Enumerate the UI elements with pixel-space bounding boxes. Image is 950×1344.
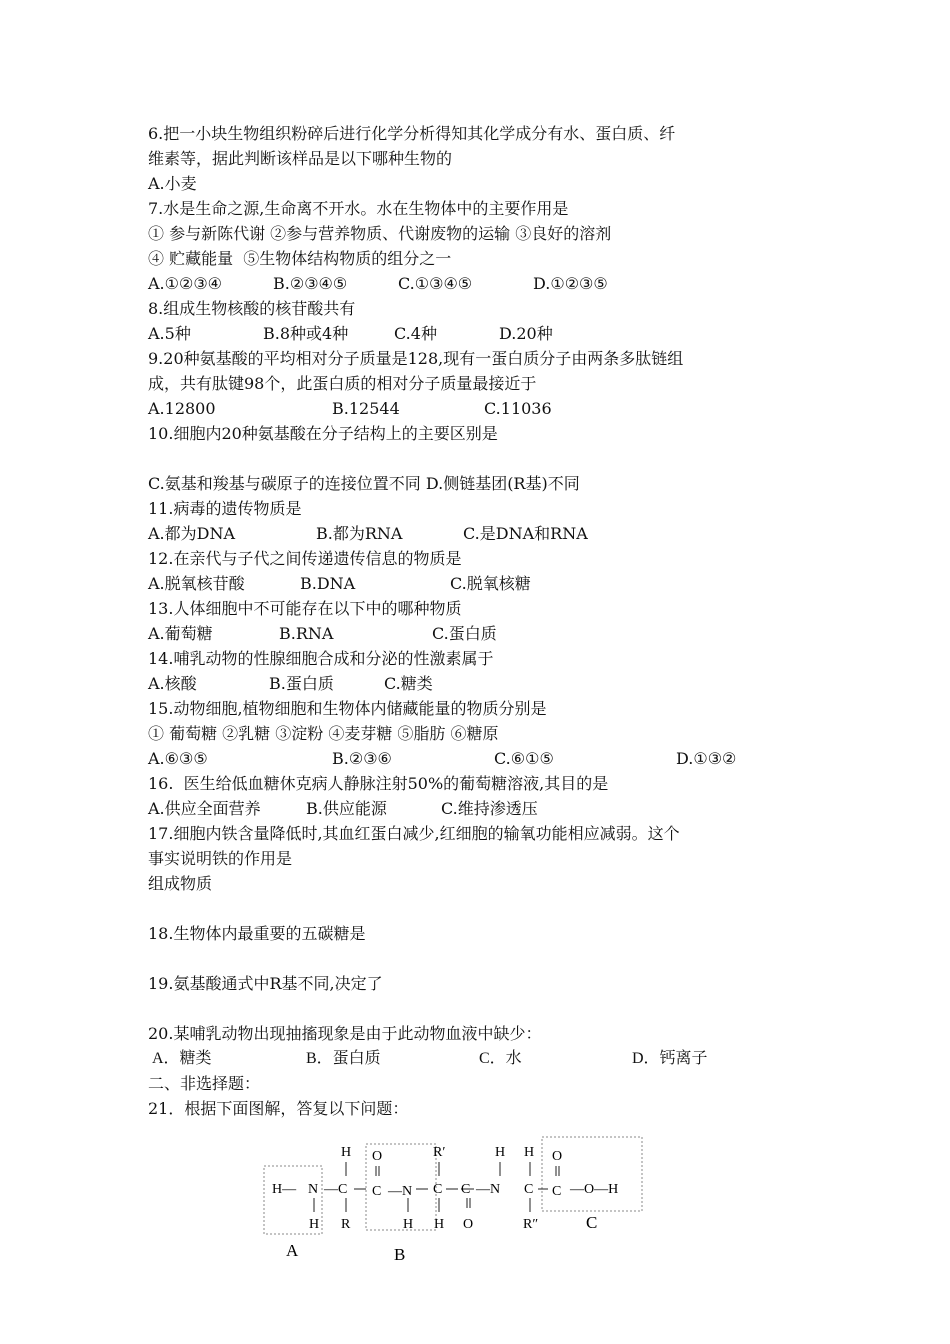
q13-option-c: C.蛋白质 bbox=[432, 624, 497, 643]
q15-option-b: B.②③⑥ bbox=[332, 749, 392, 768]
q10-stem: 10.细胞内20种氨基酸在分子结构上的主要区别是 bbox=[148, 424, 498, 443]
q15-option-a: A.⑥③⑤ bbox=[148, 749, 208, 768]
q11-option-c: C.是DNA和RNA bbox=[463, 524, 588, 543]
q7-items-1: ① 参与新陈代谢 ②参与营养物质、代谢废物的运输 ③良好的溶剂 bbox=[148, 224, 612, 243]
chain-h: H— bbox=[272, 1182, 297, 1197]
atom-bottom-h3: H bbox=[434, 1217, 445, 1232]
q6-line1: 6.把一小块生物组织粉碎后进行化学分析得知其化学成分有水、蛋白质、纤 bbox=[148, 124, 676, 143]
q7-items-2: ④ 贮藏能量 ⑤生物体结构物质的组分之一 bbox=[148, 249, 452, 268]
q8-stem: 8.组成生物核酸的核苷酸共有 bbox=[148, 299, 356, 318]
peptide-diagram-svg bbox=[262, 1136, 662, 1266]
q20-option-a: A．糖类 bbox=[152, 1050, 212, 1067]
label-c: C bbox=[586, 1213, 598, 1232]
q7-stem: 7.水是生命之源,生命离不开水。水在生物体中的主要作用是 bbox=[148, 199, 569, 218]
q14-option-b: B.蛋白质 bbox=[269, 674, 334, 693]
q17-line1: 17.细胞内铁含量降低时,其血红蛋白减少,红细胞的输氧功能相应减弱。这个 bbox=[148, 824, 680, 843]
chain-n3: —N bbox=[476, 1182, 501, 1197]
chain-c1: —C bbox=[324, 1182, 348, 1197]
atom-top-r1: R′ bbox=[433, 1145, 446, 1160]
q17-line2: 事实说明铁的作用是 bbox=[148, 849, 293, 868]
chain-c-mid: C bbox=[461, 1182, 471, 1197]
label-b: B bbox=[394, 1245, 406, 1264]
atom-bottom-r2: R″ bbox=[523, 1217, 539, 1232]
q9-option-a: A.12800 bbox=[148, 399, 216, 418]
q7-option-c: C.①③④⑤ bbox=[398, 274, 473, 293]
q14-stem: 14.哺乳动物的性腺细胞合成和分泌的性激素属于 bbox=[148, 649, 494, 668]
q15-option-c: C.⑥①⑤ bbox=[494, 749, 554, 768]
q9-option-b: B.12544 bbox=[332, 399, 400, 418]
chain-n1: N bbox=[308, 1182, 319, 1197]
atom-bottom-o: O bbox=[463, 1217, 474, 1232]
q13-stem: 13.人体细胞中不可能存在以下中的哪种物质 bbox=[148, 599, 462, 618]
q13-option-b: B.RNA bbox=[279, 624, 334, 643]
q18-stem: 18.生物体内最重要的五碳糖是 bbox=[148, 924, 366, 943]
chain-c5: C bbox=[552, 1184, 562, 1199]
q20-stem: 20.某哺乳动物出现抽搐现象是由于此动物血液中缺少： bbox=[148, 1024, 542, 1043]
chain-n2: —N bbox=[388, 1184, 413, 1199]
q17-line3: 组成物质 bbox=[148, 874, 213, 893]
q12-option-c: C.脱氧核糖 bbox=[450, 574, 531, 593]
q15-option-d: D.①③② bbox=[676, 749, 737, 768]
q16-stem: 16. 医生给低血糖休克病人静脉注射50%的葡萄糖溶液,其目的是 bbox=[148, 774, 609, 793]
q9-line2: 成，共有肽键98个，此蛋白质的相对分子质量最接近于 bbox=[148, 374, 537, 393]
chain-c3: C bbox=[433, 1182, 443, 1197]
atom-top-h1: H bbox=[341, 1145, 352, 1160]
chain-oh: —O—H bbox=[570, 1182, 619, 1197]
atom-bottom-r: R bbox=[341, 1217, 351, 1232]
atom-top-o1: O bbox=[372, 1149, 383, 1164]
q14-option-a: A.核酸 bbox=[148, 674, 197, 693]
q8-option-b: B.8种或4种 bbox=[263, 324, 349, 343]
atom-top-o2: O bbox=[552, 1149, 563, 1164]
label-a: A bbox=[286, 1241, 299, 1260]
q8-option-c: C.4种 bbox=[394, 324, 437, 343]
q11-option-a: A.都为DNA bbox=[148, 524, 236, 543]
peptide-diagram bbox=[262, 1136, 662, 1266]
q20-option-d: D．钙离子 bbox=[632, 1050, 708, 1067]
q7-option-b: B.②③④⑤ bbox=[273, 274, 348, 293]
chain-c2: C bbox=[372, 1184, 382, 1199]
q21-stem: 21．根据下面图解，答复以下问题： bbox=[148, 1099, 409, 1118]
q12-stem: 12.在亲代与子代之间传递遗传信息的物质是 bbox=[148, 549, 462, 568]
q11-option-b: B.都为RNA bbox=[316, 524, 403, 543]
q15-items: ① 葡萄糖 ②乳糖 ③淀粉 ④麦芽糖 ⑤脂肪 ⑥糖原 bbox=[148, 724, 499, 743]
q14-option-c: C.糖类 bbox=[384, 674, 433, 693]
atom-top-h2: H bbox=[495, 1145, 506, 1160]
q6-option-a: A.小麦 bbox=[148, 174, 197, 193]
q12-option-a: A.脱氧核苷酸 bbox=[148, 574, 245, 593]
q7-option-d: D.①②③⑤ bbox=[533, 274, 608, 293]
q13-option-a: A.葡萄糖 bbox=[148, 624, 213, 643]
q6-line2: 维素等，据此判断该样品是以下哪种生物的 bbox=[148, 149, 453, 168]
atom-top-h3: H bbox=[524, 1145, 535, 1160]
q16-option-a: A.供应全面营养 bbox=[148, 799, 261, 818]
q10-options-cd: C.氨基和羧基与碳原子的连接位置不同 D.侧链基团(R基)不同 bbox=[148, 474, 580, 493]
q8-option-a: A.5种 bbox=[148, 324, 191, 343]
q15-stem: 15.动物细胞,植物细胞和生物体内储藏能量的物质分别是 bbox=[148, 699, 547, 718]
q11-stem: 11.病毒的遗传物质是 bbox=[148, 499, 302, 518]
q20-option-b: B．蛋白质 bbox=[306, 1050, 381, 1067]
q8-option-d: D.20种 bbox=[499, 324, 553, 343]
q9-option-c: C.11036 bbox=[484, 399, 552, 418]
q16-option-c: C.维持渗透压 bbox=[441, 799, 538, 818]
q9-line1: 9.20种氨基酸的平均相对分子质量是128,现有一蛋白质分子由两条多肽链组 bbox=[148, 349, 684, 368]
q7-option-a: A.①②③④ bbox=[148, 274, 223, 293]
q19-stem: 19.氨基酸通式中R基不同,决定了 bbox=[148, 974, 383, 993]
atom-bottom-h2: H bbox=[403, 1217, 414, 1232]
q16-option-b: B.供应能源 bbox=[306, 799, 387, 818]
q12-option-b: B.DNA bbox=[300, 574, 356, 593]
atom-bottom-h1: H bbox=[309, 1217, 320, 1232]
q20-option-c: C．水 bbox=[479, 1050, 522, 1067]
section-heading: 二、非选择题： bbox=[148, 1074, 261, 1093]
chain-c4: C bbox=[524, 1182, 534, 1197]
